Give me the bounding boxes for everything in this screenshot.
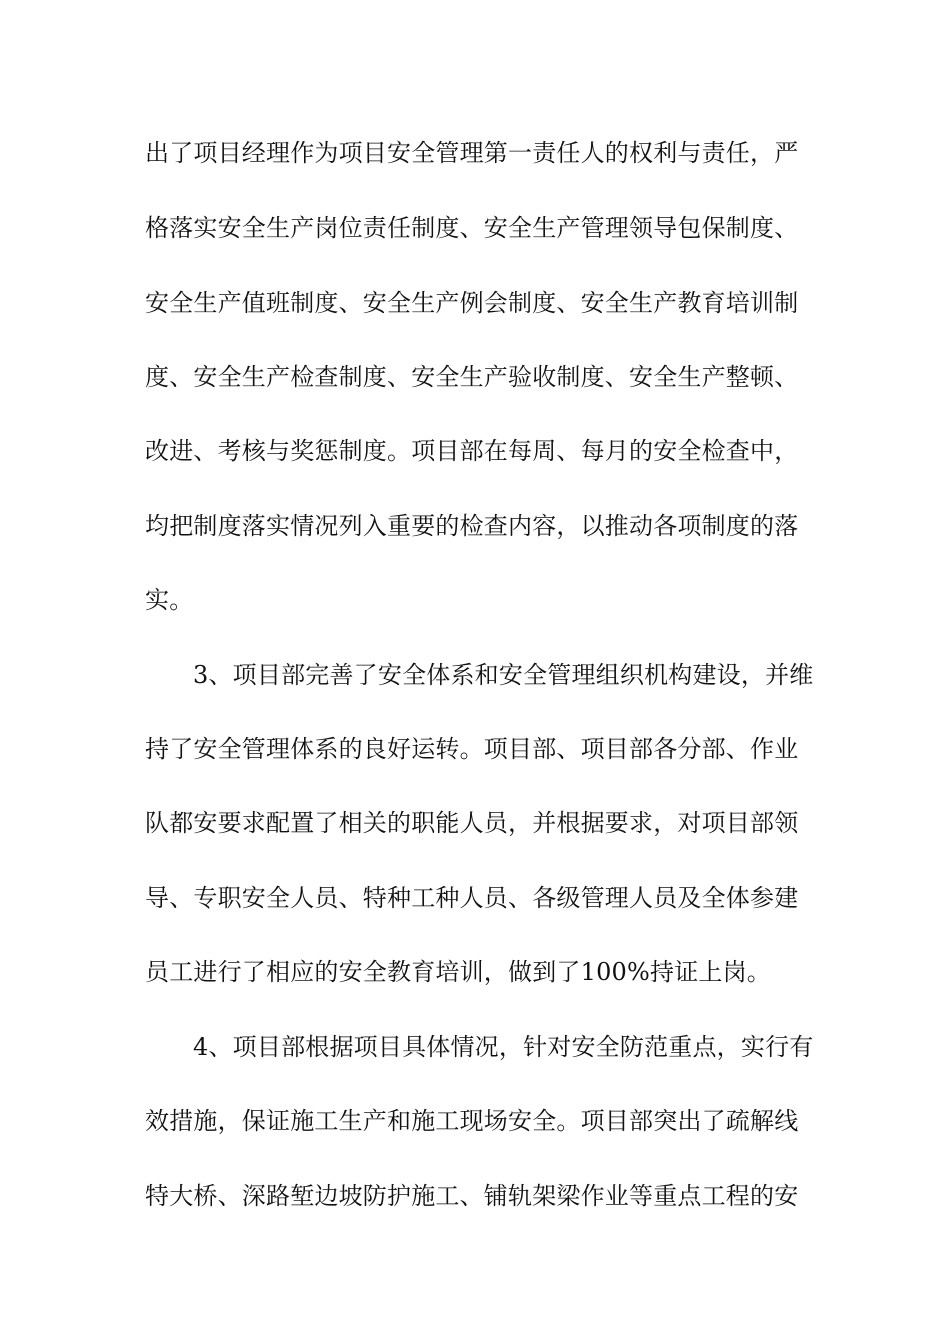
paragraph-line: 出了项目经理作为项目安全管理第一责任人的权利与责任，严 xyxy=(145,139,799,167)
paragraph-line: 格落实安全生产岗位责任制度、安全生产管理领导包保制度、 xyxy=(145,214,799,242)
paragraph-line: 效措施，保证施工生产和施工现场安全。项目部突出了疏解线 xyxy=(145,1107,799,1135)
paragraph-line: 度、安全生产检查制度、安全生产验收制度、安全生产整顿、 xyxy=(145,363,799,391)
paragraph-line: 导、专职安全人员、特种工种人员、各级管理人员及全体参建 xyxy=(145,884,799,912)
paragraph-line: 改进、考核与奖惩制度。项目部在每周、每月的安全检查中， xyxy=(145,437,799,465)
paragraph-line: 均把制度落实情况列入重要的检查内容，以推动各项制度的落 xyxy=(145,512,799,540)
paragraph-line: 3、项目部完善了安全体系和安全管理组织机构建设，并维 xyxy=(193,661,814,689)
paragraph-line: 员工进行了相应的安全教育培训，做到了100%持证上岗。 xyxy=(145,958,772,986)
paragraph-line: 4、项目部根据项目具体情况，针对安全防范重点，实行有 xyxy=(193,1033,814,1061)
paragraph-line: 实。 xyxy=(145,586,194,614)
paragraph-line: 安全生产值班制度、安全生产例会制度、安全生产教育培训制 xyxy=(145,289,799,317)
paragraph-line: 持了安全管理体系的良好运转。项目部、项目部各分部、作业 xyxy=(145,735,799,763)
paragraph-line: 特大桥、深路堑边坡防护施工、铺轨架梁作业等重点工程的安 xyxy=(145,1182,799,1210)
paragraph-line: 队都安要求配置了相关的职能人员，并根据要求，对项目部领 xyxy=(145,809,799,837)
